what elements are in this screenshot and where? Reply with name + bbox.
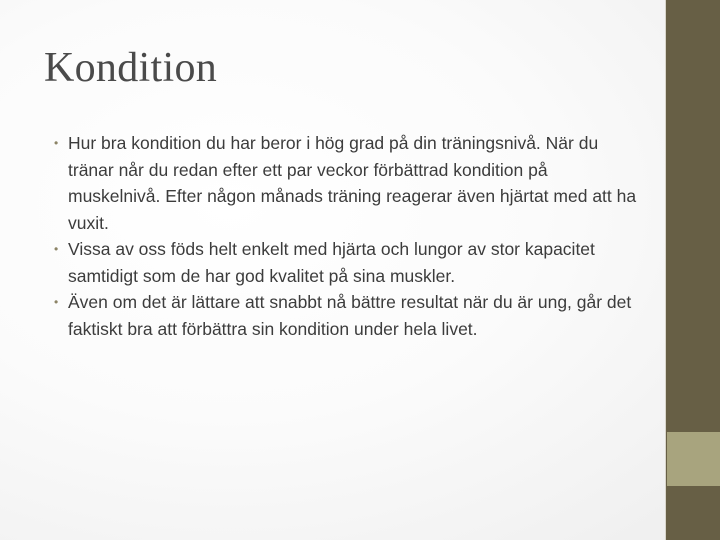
bullet-dot-icon: •	[54, 242, 59, 256]
slide-title: Kondition	[44, 45, 218, 91]
bullet-item	[52, 130, 642, 236]
bullet-item	[52, 289, 642, 342]
bullet-dot-icon: •	[54, 295, 59, 309]
side-accent-block	[667, 432, 720, 486]
bullet-text: Vissa av oss föds helt enkelt med hjärta och lungor av stor kapacitet samtidigt som de har god kvalitet på sina muskler.	[68, 239, 595, 286]
bullet-dot-icon: •	[54, 136, 59, 150]
bullet-text: Hur bra kondition du har beror i hög grad på din träningsnivå. När du tränar når du redan efter ett par veckor förbättrad kondition på muskelnivå. Efter någon månads träning reagerar även hjärtat med att ha vuxit.	[68, 133, 637, 233]
bullet-list	[52, 130, 642, 342]
bullet-text: Även om det är lättare att snabbt nå bättre resultat när du är ung, går det faktiskt bra att förbättra sin kondition under hela livet.	[68, 292, 632, 339]
bullet-item	[52, 236, 642, 289]
